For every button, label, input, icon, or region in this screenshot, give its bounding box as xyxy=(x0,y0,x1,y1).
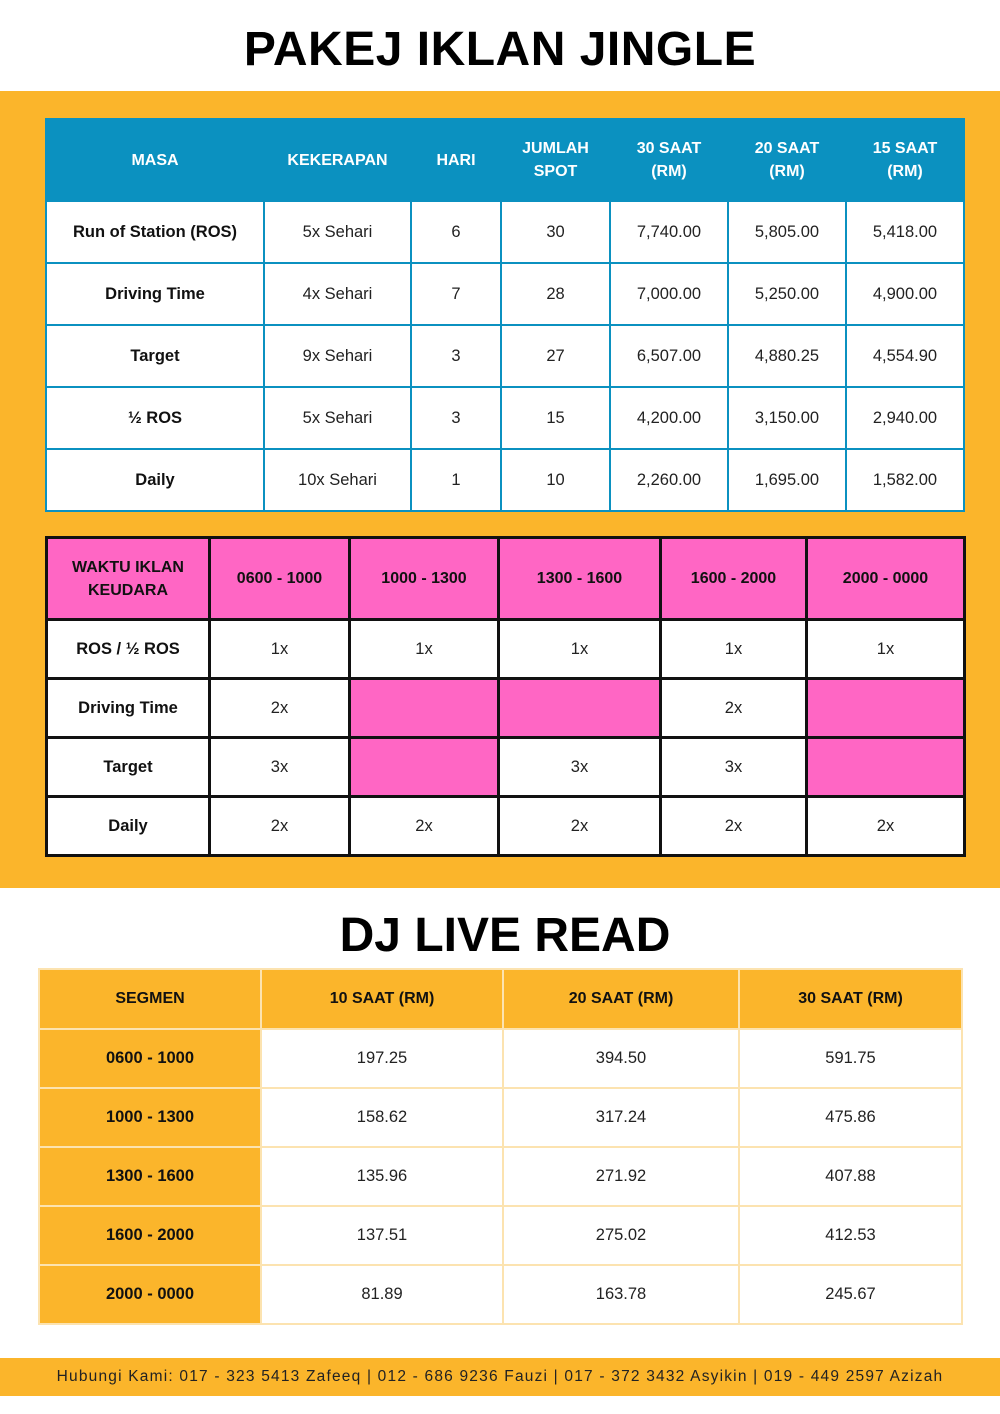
unavailable-cell xyxy=(350,679,499,738)
table-cell: 30 xyxy=(501,201,610,263)
table-cell: 2x xyxy=(661,797,807,856)
table-cell: 3 xyxy=(411,325,501,387)
header-30-saat: 30 SAAT (RM) xyxy=(610,119,728,201)
table-cell: 2x xyxy=(661,679,807,738)
table-cell: 1,695.00 xyxy=(728,449,846,511)
table-cell: 5x Sehari xyxy=(264,387,411,449)
table-row xyxy=(46,387,964,449)
table-cell: 5x Sehari xyxy=(264,201,411,263)
contact-footer xyxy=(0,1358,1000,1396)
table-row xyxy=(46,201,964,263)
airtime-schedule-table xyxy=(45,536,966,857)
table-cell: 394.50 xyxy=(503,1029,739,1088)
header-kekerapan: KEKERAPAN xyxy=(264,119,411,201)
table-cell: 3,150.00 xyxy=(728,387,846,449)
row-label: Daily xyxy=(47,797,210,856)
table-cell: 4,200.00 xyxy=(610,387,728,449)
table-row xyxy=(39,1029,962,1088)
table-cell: 271.92 xyxy=(503,1147,739,1206)
table-cell: 135.96 xyxy=(261,1147,503,1206)
table-cell: 412.53 xyxy=(739,1206,962,1265)
table-cell: 2x xyxy=(499,797,661,856)
table-row xyxy=(39,1206,962,1265)
row-label: 1600 - 2000 xyxy=(39,1206,261,1265)
header-15-saat: 15 SAAT (RM) xyxy=(846,119,964,201)
table-row xyxy=(46,263,964,325)
row-label: Run of Station (ROS) xyxy=(46,201,264,263)
table-cell: 163.78 xyxy=(503,1265,739,1324)
table-cell: 10x Sehari xyxy=(264,449,411,511)
dj-live-read-table xyxy=(38,968,963,1325)
row-label: ROS / ½ ROS xyxy=(47,620,210,679)
table-cell: 2,940.00 xyxy=(846,387,964,449)
table-header-row xyxy=(47,538,965,620)
table-row xyxy=(47,738,965,797)
unavailable-cell xyxy=(350,738,499,797)
table-cell: 1x xyxy=(661,620,807,679)
jingle-package-title: PAKEJ IKLAN JINGLE xyxy=(243,23,757,76)
table-cell: 7,000.00 xyxy=(610,263,728,325)
table-cell: 591.75 xyxy=(739,1029,962,1088)
table-cell: 1,582.00 xyxy=(846,449,964,511)
table-cell: 4,880.25 xyxy=(728,325,846,387)
header-slot: 0600 - 1000 xyxy=(210,538,350,620)
table-row xyxy=(39,1088,962,1147)
table-cell: 2x xyxy=(350,797,499,856)
header-slot: 2000 - 0000 xyxy=(807,538,965,620)
table-cell: 27 xyxy=(501,325,610,387)
dj-live-read-title: DJ LIVE READ xyxy=(339,909,671,962)
table-cell: 5,805.00 xyxy=(728,201,846,263)
table-cell: 2x xyxy=(210,797,350,856)
row-label: 1000 - 1300 xyxy=(39,1088,261,1147)
header-segmen: SEGMEN xyxy=(39,969,261,1029)
table-cell: 245.67 xyxy=(739,1265,962,1324)
header-masa: MASA xyxy=(46,119,264,201)
table-cell: 1x xyxy=(807,620,965,679)
table-header-row xyxy=(39,969,962,1029)
table-cell: 6 xyxy=(411,201,501,263)
table-row xyxy=(39,1265,962,1324)
table-cell: 1 xyxy=(411,449,501,511)
table-row xyxy=(46,325,964,387)
table-cell: 4,554.90 xyxy=(846,325,964,387)
table-cell: 7 xyxy=(411,263,501,325)
table-row xyxy=(47,620,965,679)
table-cell: 10 xyxy=(501,449,610,511)
table-cell: 7,740.00 xyxy=(610,201,728,263)
jingle-package-table xyxy=(45,118,965,512)
table-cell: 5,250.00 xyxy=(728,263,846,325)
table-cell: 158.62 xyxy=(261,1088,503,1147)
row-label: Driving Time xyxy=(46,263,264,325)
header-30-saat: 30 SAAT (RM) xyxy=(739,969,962,1029)
table-row xyxy=(47,797,965,856)
row-label: ½ ROS xyxy=(46,387,264,449)
table-cell: 3 xyxy=(411,387,501,449)
table-cell: 275.02 xyxy=(503,1206,739,1265)
row-label: 2000 - 0000 xyxy=(39,1265,261,1324)
table-cell: 1x xyxy=(499,620,661,679)
table-cell: 4,900.00 xyxy=(846,263,964,325)
table-cell: 1x xyxy=(350,620,499,679)
table-cell: 81.89 xyxy=(261,1265,503,1324)
contact-text: Hubungi Kami: 017 - 323 5413 Zafeeq | 012 - 686 9236 Fauzi | 017 - 372 3432 Asyikin | 019 - 449 2597 Azizah xyxy=(56,1368,944,1385)
table-cell: 2x xyxy=(807,797,965,856)
table-cell: 9x Sehari xyxy=(264,325,411,387)
table-cell: 407.88 xyxy=(739,1147,962,1206)
table-cell: 2x xyxy=(210,679,350,738)
table-cell: 4x Sehari xyxy=(264,263,411,325)
header-slot: 1600 - 2000 xyxy=(661,538,807,620)
unavailable-cell xyxy=(807,738,965,797)
header-20-saat: 20 SAAT (RM) xyxy=(728,119,846,201)
table-row xyxy=(39,1147,962,1206)
table-cell: 3x xyxy=(210,738,350,797)
table-cell: 137.51 xyxy=(261,1206,503,1265)
header-hari: HARI xyxy=(411,119,501,201)
row-label: Daily xyxy=(46,449,264,511)
table-cell: 317.24 xyxy=(503,1088,739,1147)
table-cell: 3x xyxy=(661,738,807,797)
table-cell: 6,507.00 xyxy=(610,325,728,387)
table-cell: 28 xyxy=(501,263,610,325)
table-header-row xyxy=(46,119,964,201)
row-label: Target xyxy=(47,738,210,797)
row-label: 0600 - 1000 xyxy=(39,1029,261,1088)
table-cell: 2,260.00 xyxy=(610,449,728,511)
unavailable-cell xyxy=(499,679,661,738)
header-20-saat: 20 SAAT (RM) xyxy=(503,969,739,1029)
table-cell: 1x xyxy=(210,620,350,679)
header-waktu-iklan: WAKTU IKLAN KEUDARA xyxy=(47,538,210,620)
unavailable-cell xyxy=(807,679,965,738)
table-cell: 475.86 xyxy=(739,1088,962,1147)
table-row xyxy=(46,449,964,511)
table-cell: 3x xyxy=(499,738,661,797)
row-label: Driving Time xyxy=(47,679,210,738)
table-cell: 197.25 xyxy=(261,1029,503,1088)
header-10-saat: 10 SAAT (RM) xyxy=(261,969,503,1029)
header-slot: 1300 - 1600 xyxy=(499,538,661,620)
header-jumlah-spot: JUMLAH SPOT xyxy=(501,119,610,201)
row-label: 1300 - 1600 xyxy=(39,1147,261,1206)
header-slot: 1000 - 1300 xyxy=(350,538,499,620)
table-row xyxy=(47,679,965,738)
row-label: Target xyxy=(46,325,264,387)
table-cell: 5,418.00 xyxy=(846,201,964,263)
table-cell: 15 xyxy=(501,387,610,449)
